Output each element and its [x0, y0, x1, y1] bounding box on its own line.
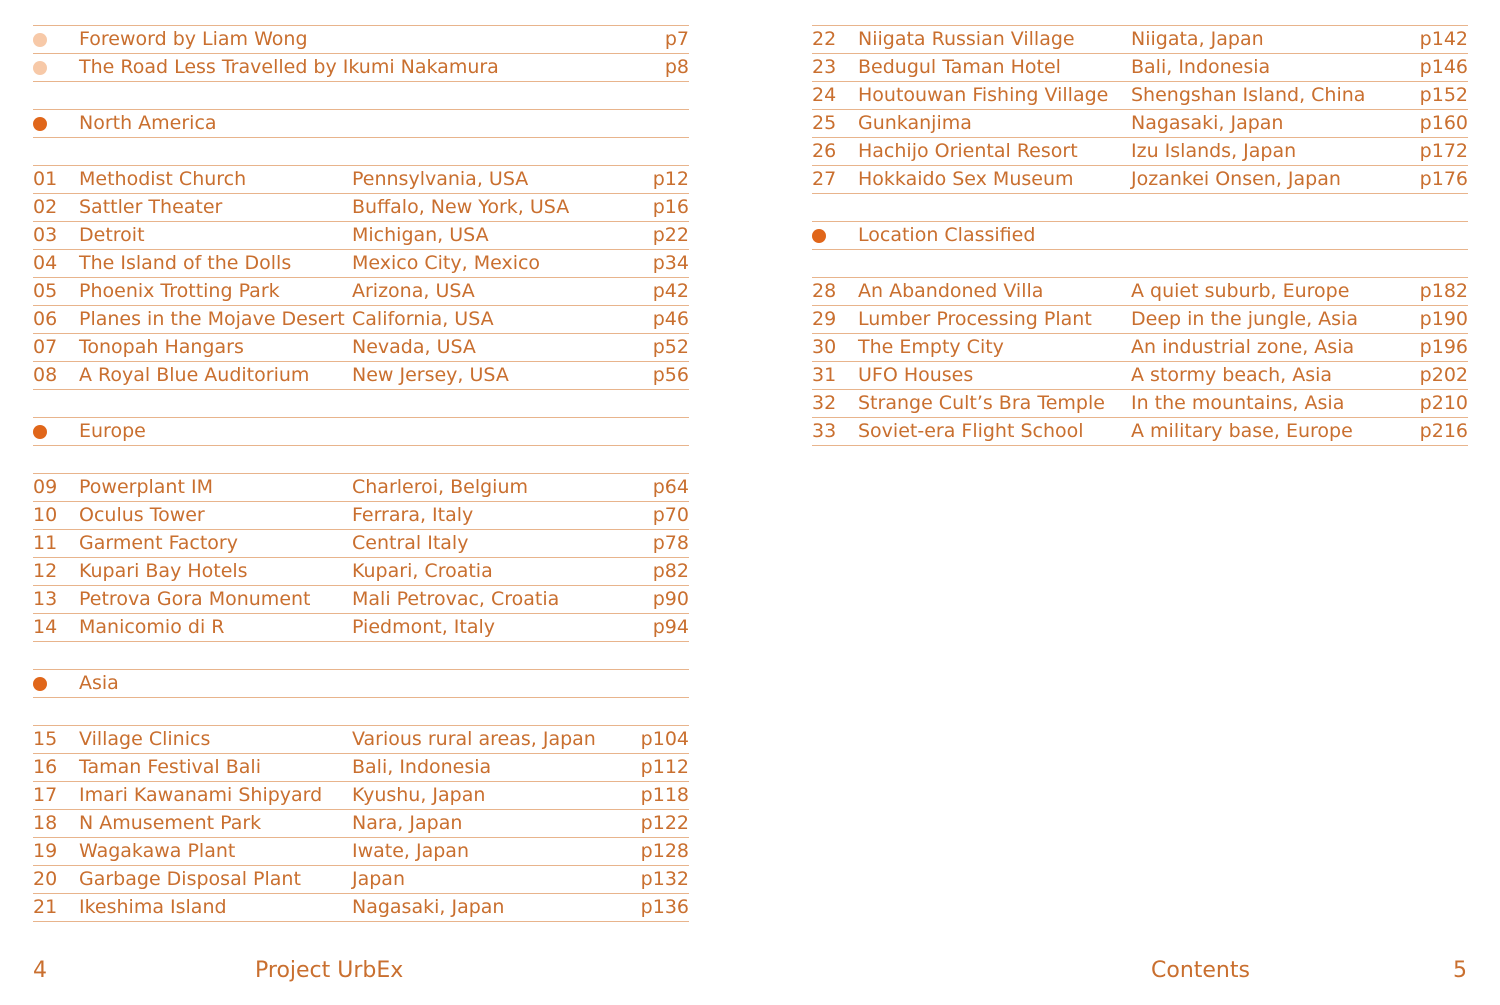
- entry-location: Kupari, Croatia: [352, 560, 493, 582]
- toc-entry: [812, 334, 1468, 362]
- entry-number: 33: [812, 420, 837, 442]
- toc-entry: [33, 754, 689, 782]
- toc-entry: [33, 838, 689, 866]
- entry-number: 10: [33, 504, 58, 526]
- spacer-row: [33, 138, 689, 166]
- entry-page: p70: [652, 504, 689, 526]
- toc-entry: [812, 166, 1468, 194]
- entry-number: 24: [812, 84, 837, 106]
- entry-location: Nagasaki, Japan: [1131, 112, 1284, 134]
- entry-title: Bedugul Taman Hotel: [858, 56, 1061, 78]
- section-dot-icon: [812, 229, 826, 243]
- entry-location: Nevada, USA: [352, 336, 476, 358]
- entry-location: Charleroi, Belgium: [352, 476, 529, 498]
- bullet-dot-icon: [33, 61, 47, 75]
- entry-title: Niigata Russian Village: [858, 28, 1075, 50]
- entry-title: Hokkaido Sex Museum: [858, 168, 1074, 190]
- entry-title: Wagakawa Plant: [79, 840, 236, 862]
- entry-number: 08: [33, 364, 58, 386]
- entry-number: 11: [33, 532, 58, 554]
- toc-entry: [812, 418, 1468, 446]
- entry-page: p152: [1419, 84, 1468, 106]
- toc-entry: [812, 390, 1468, 418]
- entry-number: 17: [33, 784, 58, 806]
- entry-location: A quiet suburb, Europe: [1131, 280, 1350, 302]
- section-header-location-classified: [812, 222, 1468, 250]
- entry-title: Detroit: [79, 224, 145, 246]
- section-title: North America: [79, 112, 217, 134]
- section-title: Location Classified: [858, 224, 1036, 246]
- entry-title: Tonopah Hangars: [79, 336, 244, 358]
- toc-entry: [812, 306, 1468, 334]
- entry-number: 20: [33, 868, 58, 890]
- entry-number: 27: [812, 168, 837, 190]
- entry-page: p196: [1419, 336, 1468, 358]
- entry-location: Piedmont, Italy: [352, 616, 495, 638]
- entry-location: Buffalo, New York, USA: [352, 196, 570, 218]
- entry-page: p16: [652, 196, 689, 218]
- book-title: Project UrbEx: [255, 958, 404, 983]
- entry-page: p136: [640, 896, 689, 918]
- right-page-number: 5: [1453, 958, 1467, 983]
- intro-row-foreword: [33, 26, 689, 54]
- entry-title: A Royal Blue Auditorium: [79, 364, 310, 386]
- entry-page: p182: [1419, 280, 1468, 302]
- entry-page: p112: [640, 756, 689, 778]
- entry-location: Nara, Japan: [352, 812, 463, 834]
- section-dot-icon: [33, 677, 47, 691]
- entry-location: Shengshan Island, China: [1131, 84, 1366, 106]
- entry-title: Planes in the Mojave Desert: [79, 308, 345, 330]
- entry-title: The Road Less Travelled by Ikumi Nakamura: [79, 56, 499, 78]
- entry-location: Pennsylvania, USA: [352, 168, 529, 190]
- toc-entry: [33, 502, 689, 530]
- entry-location: Niigata, Japan: [1131, 28, 1264, 50]
- toc-entry: [33, 558, 689, 586]
- toc-entry: [33, 726, 689, 754]
- entry-number: 07: [33, 336, 58, 358]
- entry-location: A stormy beach, Asia: [1131, 364, 1333, 386]
- entry-location: Nagasaki, Japan: [352, 896, 505, 918]
- entry-location: California, USA: [352, 308, 494, 330]
- entry-number: 22: [812, 28, 837, 50]
- entry-page: p52: [652, 336, 689, 358]
- toc-entry: [33, 894, 689, 922]
- entry-page: p46: [652, 308, 689, 330]
- entry-location: New Jersey, USA: [352, 364, 509, 386]
- entry-number: 01: [33, 168, 58, 190]
- entry-page: p104: [640, 728, 689, 750]
- spacer-row: [33, 642, 689, 670]
- section-header-asia: [33, 670, 689, 698]
- toc-entry: [33, 782, 689, 810]
- entry-title: Taman Festival Bali: [79, 756, 261, 778]
- entry-title: Hachijo Oriental Resort: [858, 140, 1078, 162]
- entry-location: Various rural areas, Japan: [352, 728, 596, 750]
- toc-entry: [812, 54, 1468, 82]
- toc-entry: [33, 250, 689, 278]
- entry-page: p142: [1419, 28, 1468, 50]
- entry-number: 16: [33, 756, 58, 778]
- entry-location: Japan: [352, 868, 405, 890]
- entry-location: Izu Islands, Japan: [1131, 140, 1297, 162]
- entry-location: In the mountains, Asia: [1131, 392, 1345, 414]
- entry-page: p56: [652, 364, 689, 386]
- section-title: Asia: [79, 672, 119, 694]
- entry-page: p22: [652, 224, 689, 246]
- entry-location: Arizona, USA: [352, 280, 475, 302]
- entry-location: A military base, Europe: [1131, 420, 1353, 442]
- entry-location: Mali Petrovac, Croatia: [352, 588, 560, 610]
- entry-title: Oculus Tower: [79, 504, 205, 526]
- entry-page: p202: [1419, 364, 1468, 386]
- toc-entry: [812, 278, 1468, 306]
- toc-entry: [33, 810, 689, 838]
- section-running-title: Contents: [1151, 958, 1250, 983]
- toc-entry: [33, 222, 689, 250]
- entry-title: An Abandoned Villa: [858, 280, 1044, 302]
- section-dot-icon: [33, 425, 47, 439]
- toc-entry: [33, 278, 689, 306]
- entry-title: Garbage Disposal Plant: [79, 868, 301, 890]
- entry-page: p172: [1419, 140, 1468, 162]
- entry-title: Petrova Gora Monument: [79, 588, 311, 610]
- entry-location: Jozankei Onsen, Japan: [1131, 168, 1341, 190]
- section-header-north-america: [33, 110, 689, 138]
- contents-right-column: [812, 25, 1468, 446]
- entry-number: 30: [812, 336, 837, 358]
- entry-number: 14: [33, 616, 58, 638]
- entry-page: p216: [1419, 420, 1468, 442]
- entry-page: p64: [652, 476, 689, 498]
- section-title: Europe: [79, 420, 146, 442]
- entry-number: 09: [33, 476, 58, 498]
- entry-number: 15: [33, 728, 58, 750]
- entry-title: Powerplant IM: [79, 476, 213, 498]
- entry-number: 18: [33, 812, 58, 834]
- spacer-row: [812, 194, 1468, 222]
- entry-title: The Island of the Dolls: [79, 252, 292, 274]
- entry-page: p210: [1419, 392, 1468, 414]
- toc-entry: [812, 110, 1468, 138]
- entry-number: 28: [812, 280, 837, 302]
- entry-number: 21: [33, 896, 58, 918]
- entry-number: 29: [812, 308, 837, 330]
- toc-entry: [33, 166, 689, 194]
- entry-location: Bali, Indonesia: [1131, 56, 1271, 78]
- entry-number: 12: [33, 560, 58, 582]
- entry-page: p146: [1419, 56, 1468, 78]
- entry-page: p12: [652, 168, 689, 190]
- entry-number: 19: [33, 840, 58, 862]
- toc-entry: [33, 362, 689, 390]
- entry-location: Deep in the jungle, Asia: [1131, 308, 1358, 330]
- entry-number: 32: [812, 392, 837, 414]
- entry-location: Central Italy: [352, 532, 469, 554]
- toc-entry: [33, 530, 689, 558]
- entry-title: Lumber Processing Plant: [858, 308, 1092, 330]
- bullet-dot-icon: [33, 33, 47, 47]
- entry-page: p34: [652, 252, 689, 274]
- entry-title: Imari Kawanami Shipyard: [79, 784, 323, 806]
- entry-page: p42: [652, 280, 689, 302]
- entry-title: N Amusement Park: [79, 812, 262, 834]
- left-page-number: 4: [33, 958, 47, 983]
- entry-page: p118: [640, 784, 689, 806]
- entry-title: Kupari Bay Hotels: [79, 560, 248, 582]
- entry-title: Strange Cult’s Bra Temple: [858, 392, 1105, 414]
- entry-location: Michigan, USA: [352, 224, 489, 246]
- entry-number: 05: [33, 280, 58, 302]
- section-header-europe: [33, 418, 689, 446]
- spacer-row: [33, 390, 689, 418]
- entry-page: p132: [640, 868, 689, 890]
- entry-number: 23: [812, 56, 837, 78]
- entry-number: 03: [33, 224, 58, 246]
- toc-entry: [33, 474, 689, 502]
- entry-title: Garment Factory: [79, 532, 238, 554]
- entry-location: Ferrara, Italy: [352, 504, 474, 526]
- entry-title: Manicomio di R: [79, 616, 225, 638]
- entry-number: 13: [33, 588, 58, 610]
- entry-title: Soviet-era Flight School: [858, 420, 1084, 442]
- entry-page: p160: [1419, 112, 1468, 134]
- entry-title: Foreword by Liam Wong: [79, 28, 308, 50]
- entry-title: UFO Houses: [858, 364, 974, 386]
- toc-entry: [812, 82, 1468, 110]
- entry-title: Sattler Theater: [79, 196, 223, 218]
- toc-entry: [812, 26, 1468, 54]
- intro-row-essay: [33, 54, 689, 82]
- entry-location: An industrial zone, Asia: [1131, 336, 1355, 358]
- entry-title: Phoenix Trotting Park: [79, 280, 280, 302]
- spacer-row: [812, 250, 1468, 278]
- entry-number: 06: [33, 308, 58, 330]
- entry-page: p94: [652, 616, 689, 638]
- section-dot-icon: [33, 117, 47, 131]
- toc-entry: [812, 362, 1468, 390]
- entry-number: 04: [33, 252, 58, 274]
- toc-entry: [33, 866, 689, 894]
- entry-title: Gunkanjima: [858, 112, 972, 134]
- entry-number: 26: [812, 140, 837, 162]
- spacer-row: [33, 82, 689, 110]
- toc-entry: [33, 586, 689, 614]
- toc-entry: [812, 138, 1468, 166]
- entry-location: Iwate, Japan: [352, 840, 469, 862]
- entry-title: Houtouwan Fishing Village: [858, 84, 1109, 106]
- spacer-row: [33, 446, 689, 474]
- entry-location: Mexico City, Mexico: [352, 252, 541, 274]
- toc-entry: [33, 334, 689, 362]
- entry-location: Kyushu, Japan: [352, 784, 486, 806]
- toc-entry: [33, 614, 689, 642]
- entry-page: p128: [640, 840, 689, 862]
- entry-number: 31: [812, 364, 837, 386]
- entry-page: p7: [664, 28, 689, 50]
- toc-entry: [33, 306, 689, 334]
- entry-location: Bali, Indonesia: [352, 756, 492, 778]
- entry-page: p82: [652, 560, 689, 582]
- entry-title: Ikeshima Island: [79, 896, 227, 918]
- entry-title: The Empty City: [858, 336, 1004, 358]
- entry-page: p176: [1419, 168, 1468, 190]
- toc-entry: [33, 194, 689, 222]
- entry-page: p122: [640, 812, 689, 834]
- entry-title: Village Clinics: [79, 728, 211, 750]
- entry-page: p8: [664, 56, 689, 78]
- entry-page: p90: [652, 588, 689, 610]
- entry-title: Methodist Church: [79, 168, 247, 190]
- entry-number: 25: [812, 112, 837, 134]
- spacer-row: [33, 698, 689, 726]
- entry-page: p78: [652, 532, 689, 554]
- entry-page: p190: [1419, 308, 1468, 330]
- contents-left-column: [33, 25, 689, 922]
- entry-number: 02: [33, 196, 58, 218]
